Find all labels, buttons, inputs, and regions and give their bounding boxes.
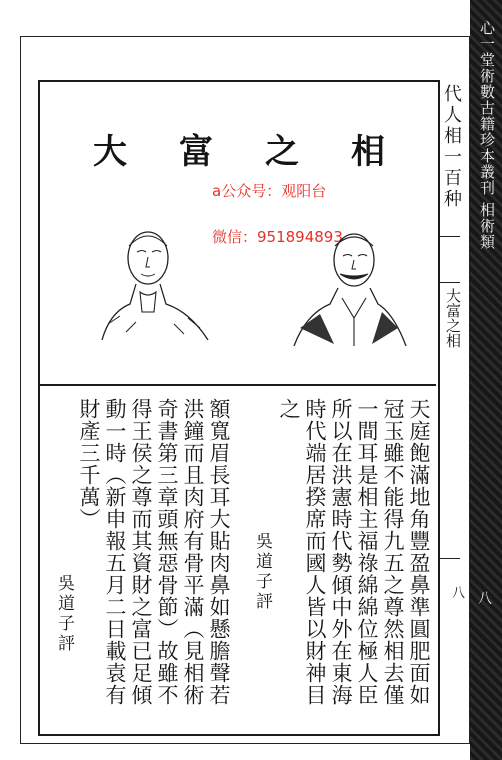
page-number: 八 — [452, 586, 466, 601]
text-column: 所以在洪憲時代勢傾中外在東海 — [329, 398, 353, 706]
text-column: 洪鐘而且肉府有骨平滿（見相術 — [181, 398, 205, 706]
series-title: 心一堂術數古籍珍本叢刊 相術類 — [478, 20, 496, 250]
margin-rule — [440, 282, 460, 283]
watermark-line-2: 微信：951894893 — [212, 228, 343, 246]
text-column: 之 — [277, 398, 301, 420]
page-title: 大富之相 — [93, 132, 437, 172]
margin-rule — [440, 558, 460, 559]
text-column: 天庭飽滿地角豐盈鼻準圓肥面如 — [407, 398, 431, 706]
text-column: 奇書第三章頭無惡骨節）故雖不 — [155, 398, 179, 706]
text-column: 動一時（新申報五月二日載袁有 — [103, 398, 127, 706]
section-divider — [40, 384, 436, 386]
text-column: 額寬眉長耳大貼肉鼻如懸膽聲若 — [207, 398, 231, 706]
text-column: 一間耳是相主福祿綿綿位極人臣 — [355, 398, 379, 706]
portrait-left-illustration — [96, 212, 214, 340]
text-column: 財產三千萬） — [77, 398, 101, 530]
section-label: 大富之相 — [444, 288, 462, 348]
watermark-line-1: a公众号：观阳台 — [212, 182, 327, 200]
running-head: 代人相一百种 — [441, 84, 462, 210]
portrait-right-illustration — [290, 218, 408, 346]
text-column: 得王侯之尊而其資財之富已足傾 — [129, 398, 153, 706]
text-column: 時代端居揆席而國人皆以財神目 — [303, 398, 327, 706]
signature: 吳道子評 — [252, 532, 272, 612]
margin-rule — [440, 236, 460, 237]
side-page-number: 八 — [478, 591, 492, 607]
text-column: 冠玉雖不能得九五之尊然相去僅 — [381, 398, 405, 706]
signature: 吳道子評 — [54, 574, 74, 654]
